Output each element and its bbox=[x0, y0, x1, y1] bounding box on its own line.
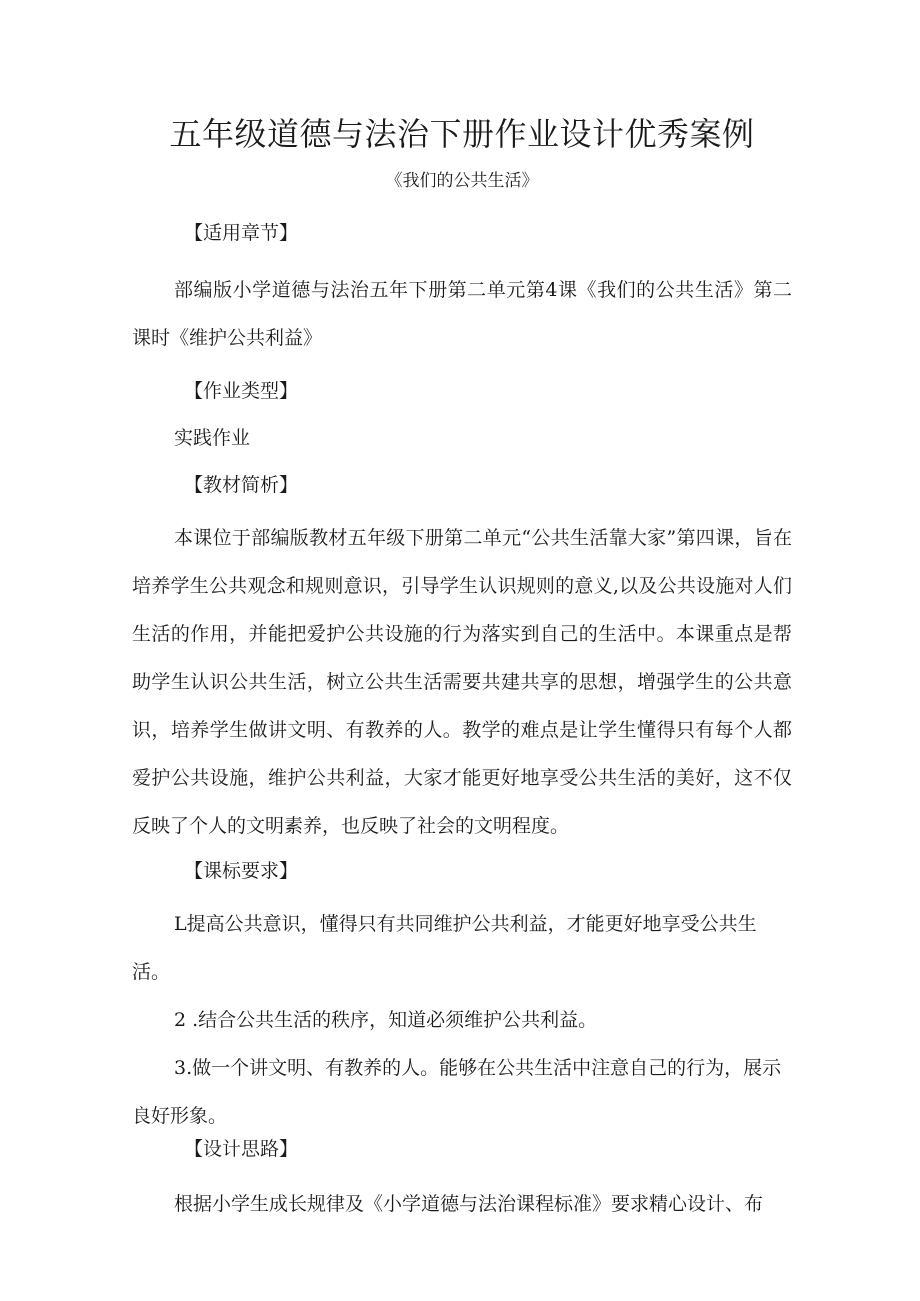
section-heading-textbook-analysis: 【教材简析】 bbox=[184, 474, 299, 496]
applicable-chapter-text: 部编版小学道德与法治五年下册第二单元第4课《我们的公共生活》第二课时《维护公共利益》 bbox=[132, 279, 792, 349]
document-title: 五年级道德与法治下册作业设计优秀案例 bbox=[169, 115, 755, 153]
section-heading-applicable-chapter: 【适用章节】 bbox=[184, 222, 299, 244]
section-heading-design-idea: 【设计思路】 bbox=[184, 1138, 299, 1160]
curriculum-requirement-item: 3.做一个讲文明、有教养的人。能够在公共生活中注意自己的行为，展示良好形象。 bbox=[132, 1057, 782, 1127]
homework-type-text: 实践作业 bbox=[174, 427, 251, 449]
curriculum-requirement-item: 2 .结合公共生活的秩序，知道必须维护公共利益。 bbox=[174, 1009, 598, 1031]
section-heading-homework-type: 【作业类型】 bbox=[184, 380, 299, 402]
section-heading-curriculum-requirements: 【课标要求】 bbox=[184, 860, 299, 882]
design-idea-text: 根据小学生成长规律及《小学道德与法治课程标准》要求精心设计、布 bbox=[174, 1193, 764, 1215]
document-subtitle: 《我们的公共生活》 bbox=[385, 171, 539, 191]
textbook-analysis-text: 本课位于部编版教材五年级下册第二单元“公共生活靠大家”第四课，旨在培养学生公共观念和规则意识，引导学生认识规则的意义,以及公共设施对人们生活的作用，并能把爱护公共设施的行为落实到自己的生活中。本课重点是帮助学生认识公共生活，树立公共生活需要共建共享的思想，增强学生的公共意识，培养学生做讲文明、有教养的人。教学的难点是让学生懂得只有每个人都爱护公共设施，维护公共利益，大家才能更好地享受公共生活的美好，这不仅反映了个人的文明素养，也反映了社会的文明程度。 bbox=[132, 527, 792, 837]
curriculum-requirement-item: L提高公共意识，懂得只有共同维护公共利益，才能更好地享受公共生活。 bbox=[132, 913, 757, 983]
